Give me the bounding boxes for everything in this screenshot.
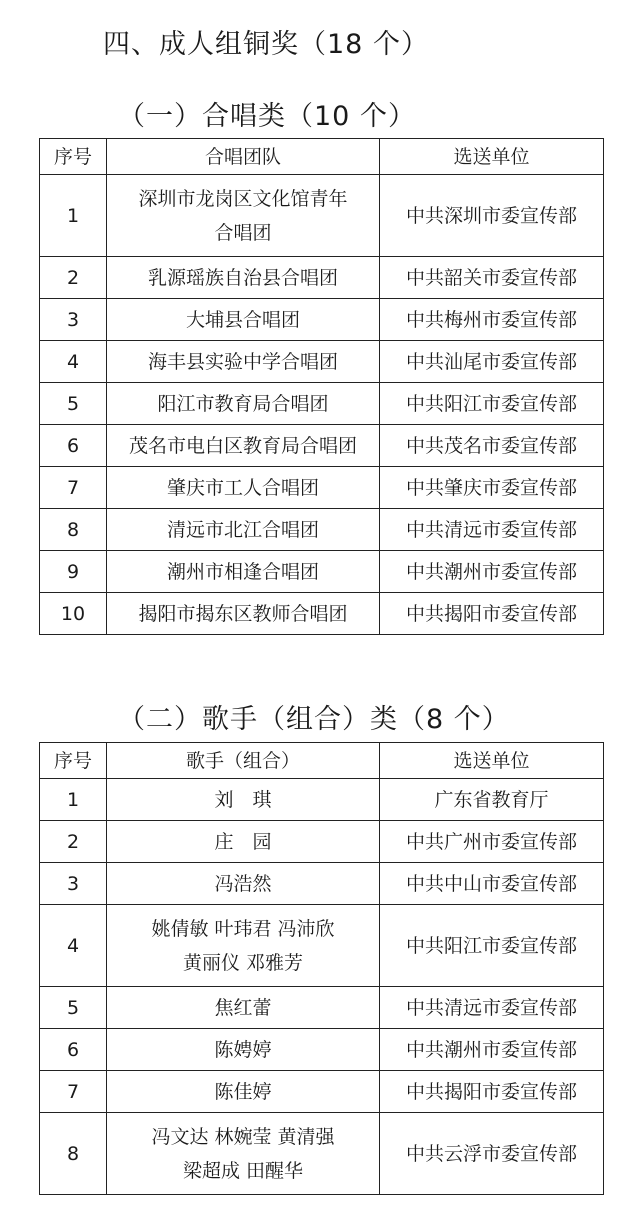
table-row [40,905,604,987]
page-heading: 四、成人组铜奖（18 个） [103,29,429,60]
row-name [107,905,380,987]
row-number: 3 [40,863,107,905]
table-row [40,1071,604,1113]
row-number: 8 [40,1113,107,1195]
singer-section-title: （二）歌手（组合）类（8 个） [118,704,510,735]
choir-section-title: （一）合唱类（10 个） [118,101,416,132]
table-row [40,299,604,341]
row-unit: 中共深圳市委宣传部 [380,175,604,257]
row-name-line: 大埔县合唱团 [185,308,300,331]
row-number: 4 [40,905,107,987]
row-name-line: 乳源瑶族自治县合唱团 [147,266,338,289]
row-unit: 中共肇庆市委宣传部 [380,467,604,509]
row-unit: 中共阳江市委宣传部 [380,383,604,425]
table-row [40,593,604,635]
row-name [107,1071,380,1113]
table-row [40,467,604,509]
table-row [40,383,604,425]
row-unit: 中共中山市委宣传部 [380,863,604,905]
row-name-line: 黄丽仪 邓雅芳 [182,951,304,974]
row-name [107,821,380,863]
row-number: 2 [40,257,107,299]
header-no: 序号 [40,139,107,175]
row-name-line: 揭阳市揭东区教师合唱团 [138,602,348,625]
row-name [107,175,380,257]
header-team: 合唱团队 [107,139,380,175]
row-name-line: 刘 琪 [214,788,272,811]
row-number: 6 [40,1029,107,1071]
row-unit: 中共梅州市委宣传部 [380,299,604,341]
singer-table [39,742,604,1195]
row-name-line: 茂名市电白区教育局合唱团 [128,434,357,457]
row-number: 9 [40,551,107,593]
row-name [107,779,380,821]
row-unit: 中共韶关市委宣传部 [380,257,604,299]
row-name [107,1029,380,1071]
row-number: 8 [40,509,107,551]
table-row [40,257,604,299]
row-name-line: 海丰县实验中学合唱团 [147,350,338,373]
row-name [107,551,380,593]
row-number: 5 [40,987,107,1029]
row-name [107,987,380,1029]
row-number: 1 [40,175,107,257]
table-header-row [40,743,604,779]
row-name-line: 陈佳婷 [214,1080,272,1103]
row-unit: 中共阳江市委宣传部 [380,905,604,987]
table-row [40,341,604,383]
header-singer: 歌手（组合） [107,743,380,779]
row-unit: 中共云浮市委宣传部 [380,1113,604,1195]
row-name [107,509,380,551]
row-name [107,341,380,383]
row-unit: 中共清远市委宣传部 [380,509,604,551]
row-number: 2 [40,821,107,863]
table-row [40,779,604,821]
table-row [40,509,604,551]
row-unit: 中共潮州市委宣传部 [380,1029,604,1071]
row-number: 3 [40,299,107,341]
row-number: 7 [40,1071,107,1113]
row-name [107,299,380,341]
row-number: 7 [40,467,107,509]
row-name-line: 冯文达 林婉莹 黄清强 [151,1125,335,1148]
row-number: 6 [40,425,107,467]
row-name [107,425,380,467]
table-row [40,175,604,257]
table-row [40,425,604,467]
header-unit: 选送单位 [380,743,604,779]
row-name-line: 冯浩然 [214,872,272,895]
row-unit: 中共潮州市委宣传部 [380,551,604,593]
row-name [107,593,380,635]
table-row [40,551,604,593]
row-name-line: 肇庆市工人合唱团 [166,476,319,499]
row-name-line: 庄 园 [214,830,272,853]
choir-table [39,138,604,635]
row-number: 4 [40,341,107,383]
table-header-row [40,139,604,175]
row-name [107,467,380,509]
row-name-line: 陈娉婷 [214,1038,272,1061]
row-name-line: 姚倩敏 叶玮君 冯沛欣 [151,917,335,940]
table-row [40,863,604,905]
row-name-line: 潮州市相逢合唱团 [166,560,319,583]
row-unit: 中共广州市委宣传部 [380,821,604,863]
row-number: 10 [40,593,107,635]
row-name-line: 梁超成 田醒华 [182,1159,304,1182]
row-unit: 中共茂名市委宣传部 [380,425,604,467]
table-row [40,987,604,1029]
row-unit: 广东省教育厅 [380,779,604,821]
row-name-line: 合唱团 [214,221,272,244]
row-number: 5 [40,383,107,425]
row-unit: 中共清远市委宣传部 [380,987,604,1029]
table-row [40,821,604,863]
row-name [107,863,380,905]
row-unit: 中共揭阳市委宣传部 [380,1071,604,1113]
row-name [107,1113,380,1195]
header-unit: 选送单位 [380,139,604,175]
table-row [40,1113,604,1195]
row-name-line: 焦红蕾 [214,996,272,1019]
row-name-line: 阳江市教育局合唱团 [157,392,329,415]
row-unit: 中共汕尾市委宣传部 [380,341,604,383]
row-unit: 中共揭阳市委宣传部 [380,593,604,635]
row-name [107,257,380,299]
row-name [107,383,380,425]
table-row [40,1029,604,1071]
row-name-line: 深圳市龙岗区文化馆青年 [138,187,348,210]
header-no: 序号 [40,743,107,779]
row-name-line: 清远市北江合唱团 [166,518,319,541]
row-number: 1 [40,779,107,821]
